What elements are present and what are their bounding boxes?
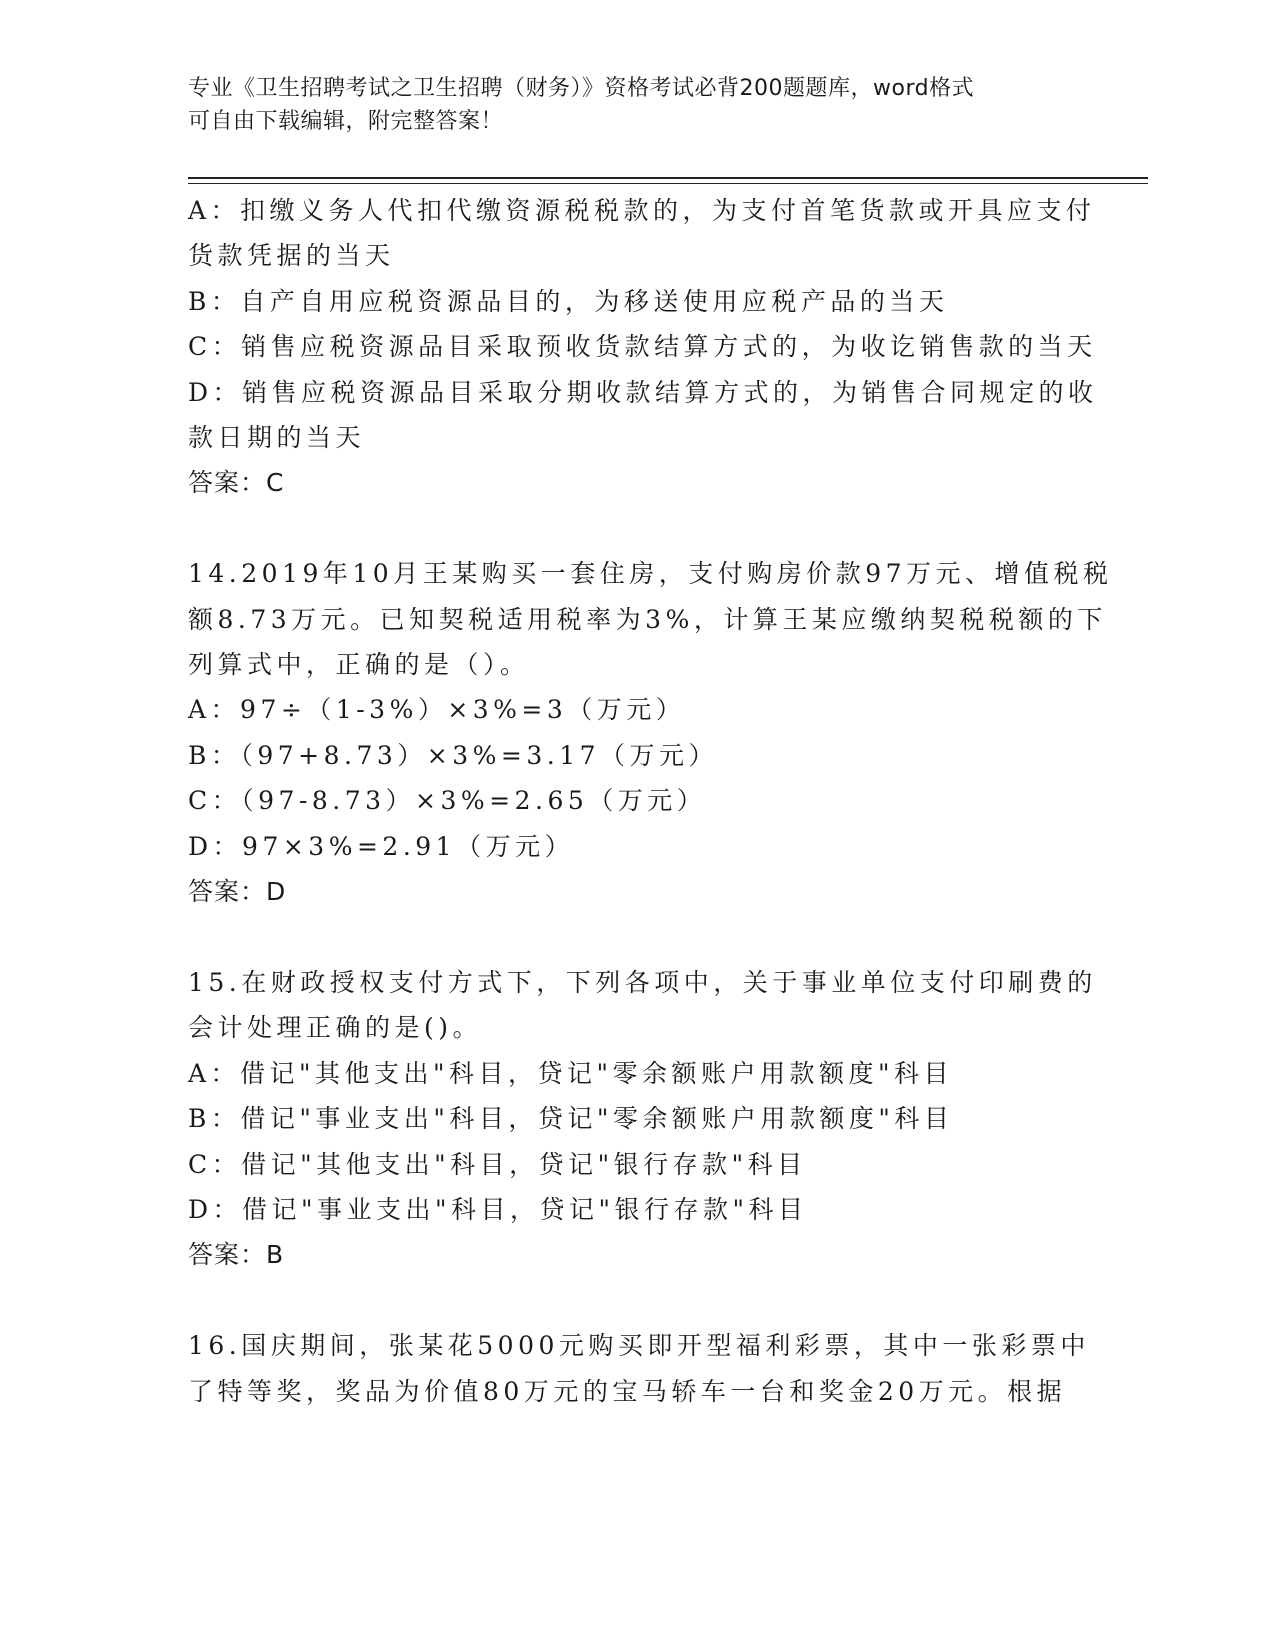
option-a: A：借记"其他支出"科目，贷记"零余额账户用款额度"科目 <box>188 1058 954 1088</box>
question-13-block <box>188 188 1098 506</box>
section-gap <box>188 506 1088 551</box>
option-c: C：借记"其他支出"科目，贷记"银行存款"科目 <box>188 1149 807 1179</box>
option-c: C：（97-8.73）×3%=2.65（万元） <box>188 786 707 816</box>
option-c: C：销售应税资源品目采取预收货款结算方式的，为收讫销售款的当天 <box>188 332 1097 362</box>
question-16-block <box>188 1323 1088 1414</box>
option-d: D：借记"事业支出"科目，贷记"银行存款"科目 <box>188 1194 808 1224</box>
question-15-block <box>188 960 1097 1278</box>
option-d-continued: 款日期的当天 <box>188 423 366 453</box>
option-b: B：借记"事业支出"科目，贷记"零余额账户用款额度"科目 <box>188 1104 954 1134</box>
option-a: A：97÷（1-3%）×3%=3（万元） <box>188 695 686 725</box>
section-gap <box>188 1278 1088 1323</box>
question-text: 额8.73万元。已知契税适用税率为3%，计算王某应缴纳契税税额的下 <box>188 604 1107 634</box>
option-b: B：自产自用应税资源品目的，为移送使用应税产品的当天 <box>188 286 949 316</box>
question-text: 了特等奖，奖品为价值80万元的宝马轿车一台和奖金20万元。根据 <box>188 1376 1067 1406</box>
question-text: 16.国庆期间，张某花5000元购买即开型福利彩票，其中一张彩票中 <box>188 1331 1090 1361</box>
question-text: 15.在财政授权支付方式下，下列各项中，关于事业单位支付印刷费的 <box>188 967 1097 997</box>
header-line-1: 专业《卫生招聘考试之卫生招聘（财务）》资格考试必背200题题库，word格式 <box>188 76 975 101</box>
question-text: 会计处理正确的是()。 <box>188 1013 483 1043</box>
question-14-block <box>188 551 1113 914</box>
option-a-continued: 货款凭据的当天 <box>188 241 395 271</box>
header-divider-thick <box>188 177 1148 179</box>
document-header <box>188 72 1068 138</box>
answer-line: 答案：C <box>188 468 285 498</box>
question-text: 14.2019年10月王某购买一套住房，支付购房价款97万元、增值税税 <box>188 559 1113 589</box>
question-list <box>188 188 1113 1414</box>
header-divider-thin <box>188 183 1148 184</box>
question-text: 列算式中，正确的是（）。 <box>188 650 530 680</box>
option-b: B：（97+8.73）×3%=3.17（万元） <box>188 740 719 770</box>
header-line-2: 可自由下载编辑，附完整答案！ <box>188 109 504 134</box>
option-d: D：销售应税资源品目采取分期收款结算方式的，为销售合同规定的收 <box>188 377 1098 407</box>
section-gap <box>188 914 1088 959</box>
option-a: A：扣缴义务人代扣代缴资源税税款的，为支付首笔货款或开具应支付 <box>188 196 1096 225</box>
answer-line: 答案：D <box>188 877 287 907</box>
answer-line: 答案：B <box>188 1240 285 1270</box>
option-d: D：97×3%=2.91（万元） <box>188 831 575 861</box>
